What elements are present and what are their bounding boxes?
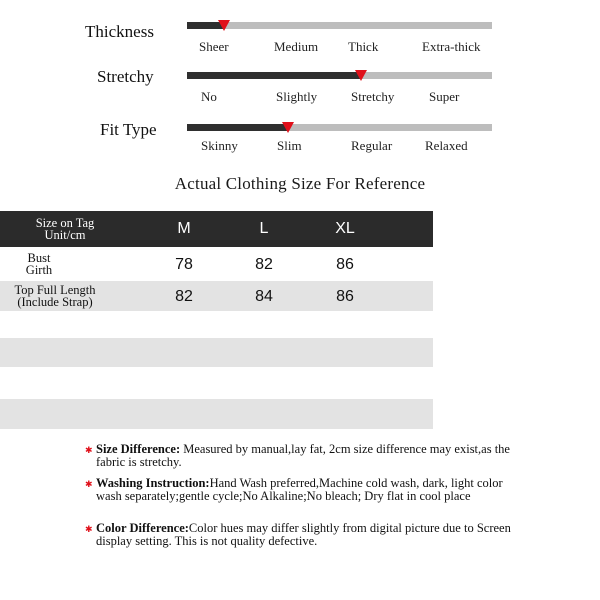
scale-option: Slim bbox=[277, 138, 302, 153]
note-color-difference bbox=[85, 522, 525, 548]
row-label-line: Top Full Length bbox=[14, 283, 96, 297]
star-bullet-icon: ✱ bbox=[85, 524, 93, 534]
scale-track bbox=[187, 72, 492, 79]
size-header: XL bbox=[335, 220, 355, 237]
row-label-line: Girth bbox=[25, 263, 53, 277]
table-cell: 86 bbox=[336, 256, 354, 273]
table-row-empty bbox=[0, 311, 433, 338]
scale-option: Slightly bbox=[276, 89, 318, 104]
scale-option: No bbox=[201, 89, 217, 104]
table-row-empty bbox=[0, 399, 433, 429]
header-label-line: Unit/cm bbox=[44, 228, 86, 242]
scale-option: Medium bbox=[274, 39, 319, 54]
note-text: Measured by manual,lay fat, 2cm size difference may exist,as the fabric is stretchy. bbox=[96, 442, 510, 469]
scale-option: Relaxed bbox=[425, 138, 468, 153]
scale-option: Regular bbox=[351, 138, 393, 153]
note-text: Color hues may differ slightly from digital picture due to Screen display setting. This is not quality defective. bbox=[96, 521, 511, 548]
table-cell: 82 bbox=[255, 256, 273, 273]
note-size-difference bbox=[85, 443, 525, 469]
scale-track bbox=[187, 22, 492, 29]
header-label bbox=[0, 217, 130, 241]
scale-marker-icon bbox=[282, 122, 294, 133]
table-cell: 82 bbox=[175, 288, 193, 305]
scale-option: Sheer bbox=[199, 39, 229, 54]
note-title: Size Difference: bbox=[96, 442, 181, 456]
table-row bbox=[0, 281, 433, 311]
table-cell: 84 bbox=[255, 288, 273, 305]
scale-option: Extra-thick bbox=[422, 39, 481, 54]
note-washing-instruction bbox=[85, 477, 525, 503]
table-row-empty bbox=[0, 338, 433, 367]
table-header-row bbox=[0, 211, 433, 247]
scale-option: Thick bbox=[348, 39, 379, 54]
table-row bbox=[0, 248, 433, 280]
table-row-empty bbox=[0, 367, 433, 399]
note-title: Color Difference: bbox=[96, 521, 189, 535]
scale-title: Stretchy bbox=[97, 67, 154, 86]
row-label-line: (Include Strap) bbox=[17, 295, 93, 309]
star-bullet-icon: ✱ bbox=[85, 445, 93, 455]
scale-title: Thickness bbox=[85, 22, 154, 41]
scale-marker-icon bbox=[355, 70, 367, 81]
table-cell: 78 bbox=[175, 256, 193, 273]
size-header: L bbox=[259, 220, 269, 237]
scale-title: Fit Type bbox=[100, 120, 157, 139]
scale-fill bbox=[187, 124, 288, 131]
scale-option: Skinny bbox=[201, 138, 238, 153]
row-label-line: Bust bbox=[27, 251, 51, 265]
row-label bbox=[0, 252, 78, 276]
scale-option: Stretchy bbox=[351, 89, 395, 104]
table-cell: 86 bbox=[336, 288, 354, 305]
scale-marker-icon bbox=[218, 20, 230, 31]
scale-track bbox=[187, 124, 492, 131]
size-table-heading: Actual Clothing Size For Reference bbox=[174, 174, 426, 193]
row-label bbox=[0, 284, 110, 308]
note-title: Washing Instruction: bbox=[96, 476, 210, 490]
size-header: M bbox=[177, 220, 191, 237]
scale-option: Super bbox=[429, 89, 460, 104]
scale-fill bbox=[187, 72, 361, 79]
star-bullet-icon: ✱ bbox=[85, 479, 93, 489]
note-text: Hand Wash preferred,Machine cold wash, dark, light color wash separately;gentle cycle;No Alkaline;No bleach; Dry flat in cool place bbox=[96, 476, 503, 503]
header-label-line: Size on Tag bbox=[35, 216, 95, 230]
